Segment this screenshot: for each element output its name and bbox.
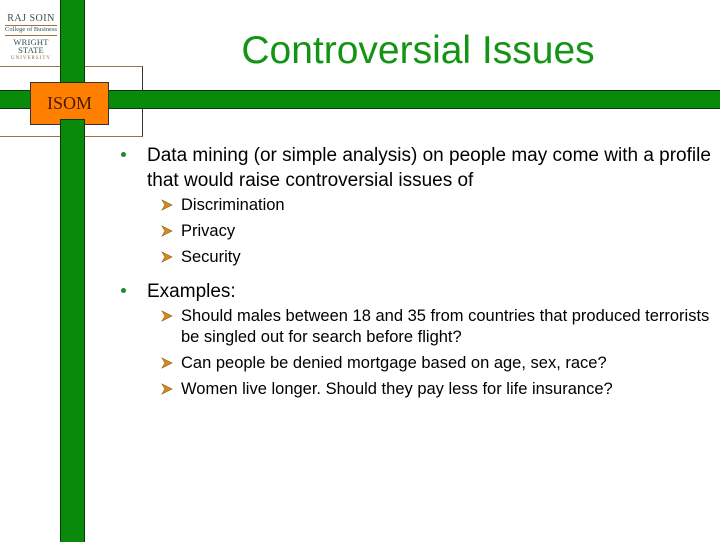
bullet-item [114,279,714,304]
sub-bullet-text: Security [181,248,241,266]
vertical-bar-bottom-segment [60,119,85,149]
bullet-dot-icon [121,288,126,293]
logo-line-wright-state: WRIGHT STATE [13,36,49,55]
sub-bullet-list [114,195,714,268]
sub-bullet-item [114,195,714,216]
logo-rule [5,35,57,36]
bullet-text: Data mining (or simple analysis) on people may come with a profile that would raise controversial issues of [147,145,711,191]
horizontal-green-bar-right [102,90,720,109]
sub-bullet-item [114,221,714,242]
logo-line-raj-soin: RAJ SOIN [7,13,55,24]
sub-bullet-text: Can people be denied mortgage based on age, sex, race? [181,354,607,372]
bullet-item [114,143,714,193]
sub-bullet-item [114,247,714,268]
arrow-bullet-icon [161,383,173,395]
slide-body [114,143,714,405]
slide-title: Controversial Issues [241,29,595,72]
arrow-bullet-icon [161,225,173,237]
bullet-dot-icon [121,152,126,157]
arrow-bullet-icon [161,357,173,369]
vertical-bar-top-segment [60,0,85,83]
sub-bullet-item [114,379,714,400]
sub-bullet-item [114,306,714,348]
bullet-text: Examples: [147,281,236,302]
sub-bullet-text: Women live longer. Should they pay less for life insurance? [181,380,613,398]
arrow-bullet-icon [161,199,173,211]
isom-label: ISOM [46,93,92,113]
logo-line-university: UNIVERSITY [11,55,51,61]
arrow-bullet-icon [161,310,173,322]
sub-bullet-text: Privacy [181,222,236,240]
sub-bullet-item [114,353,714,374]
university-logo [2,12,60,61]
logo-line-college: College of Business [5,26,57,33]
arrow-bullet-icon [161,251,173,263]
sub-bullet-text: Should males between 18 and 35 from countries that produced terrorists be singled out for search before flight? [181,307,710,346]
sub-bullet-text: Discrimination [181,196,285,214]
sub-bullet-list [114,306,714,400]
